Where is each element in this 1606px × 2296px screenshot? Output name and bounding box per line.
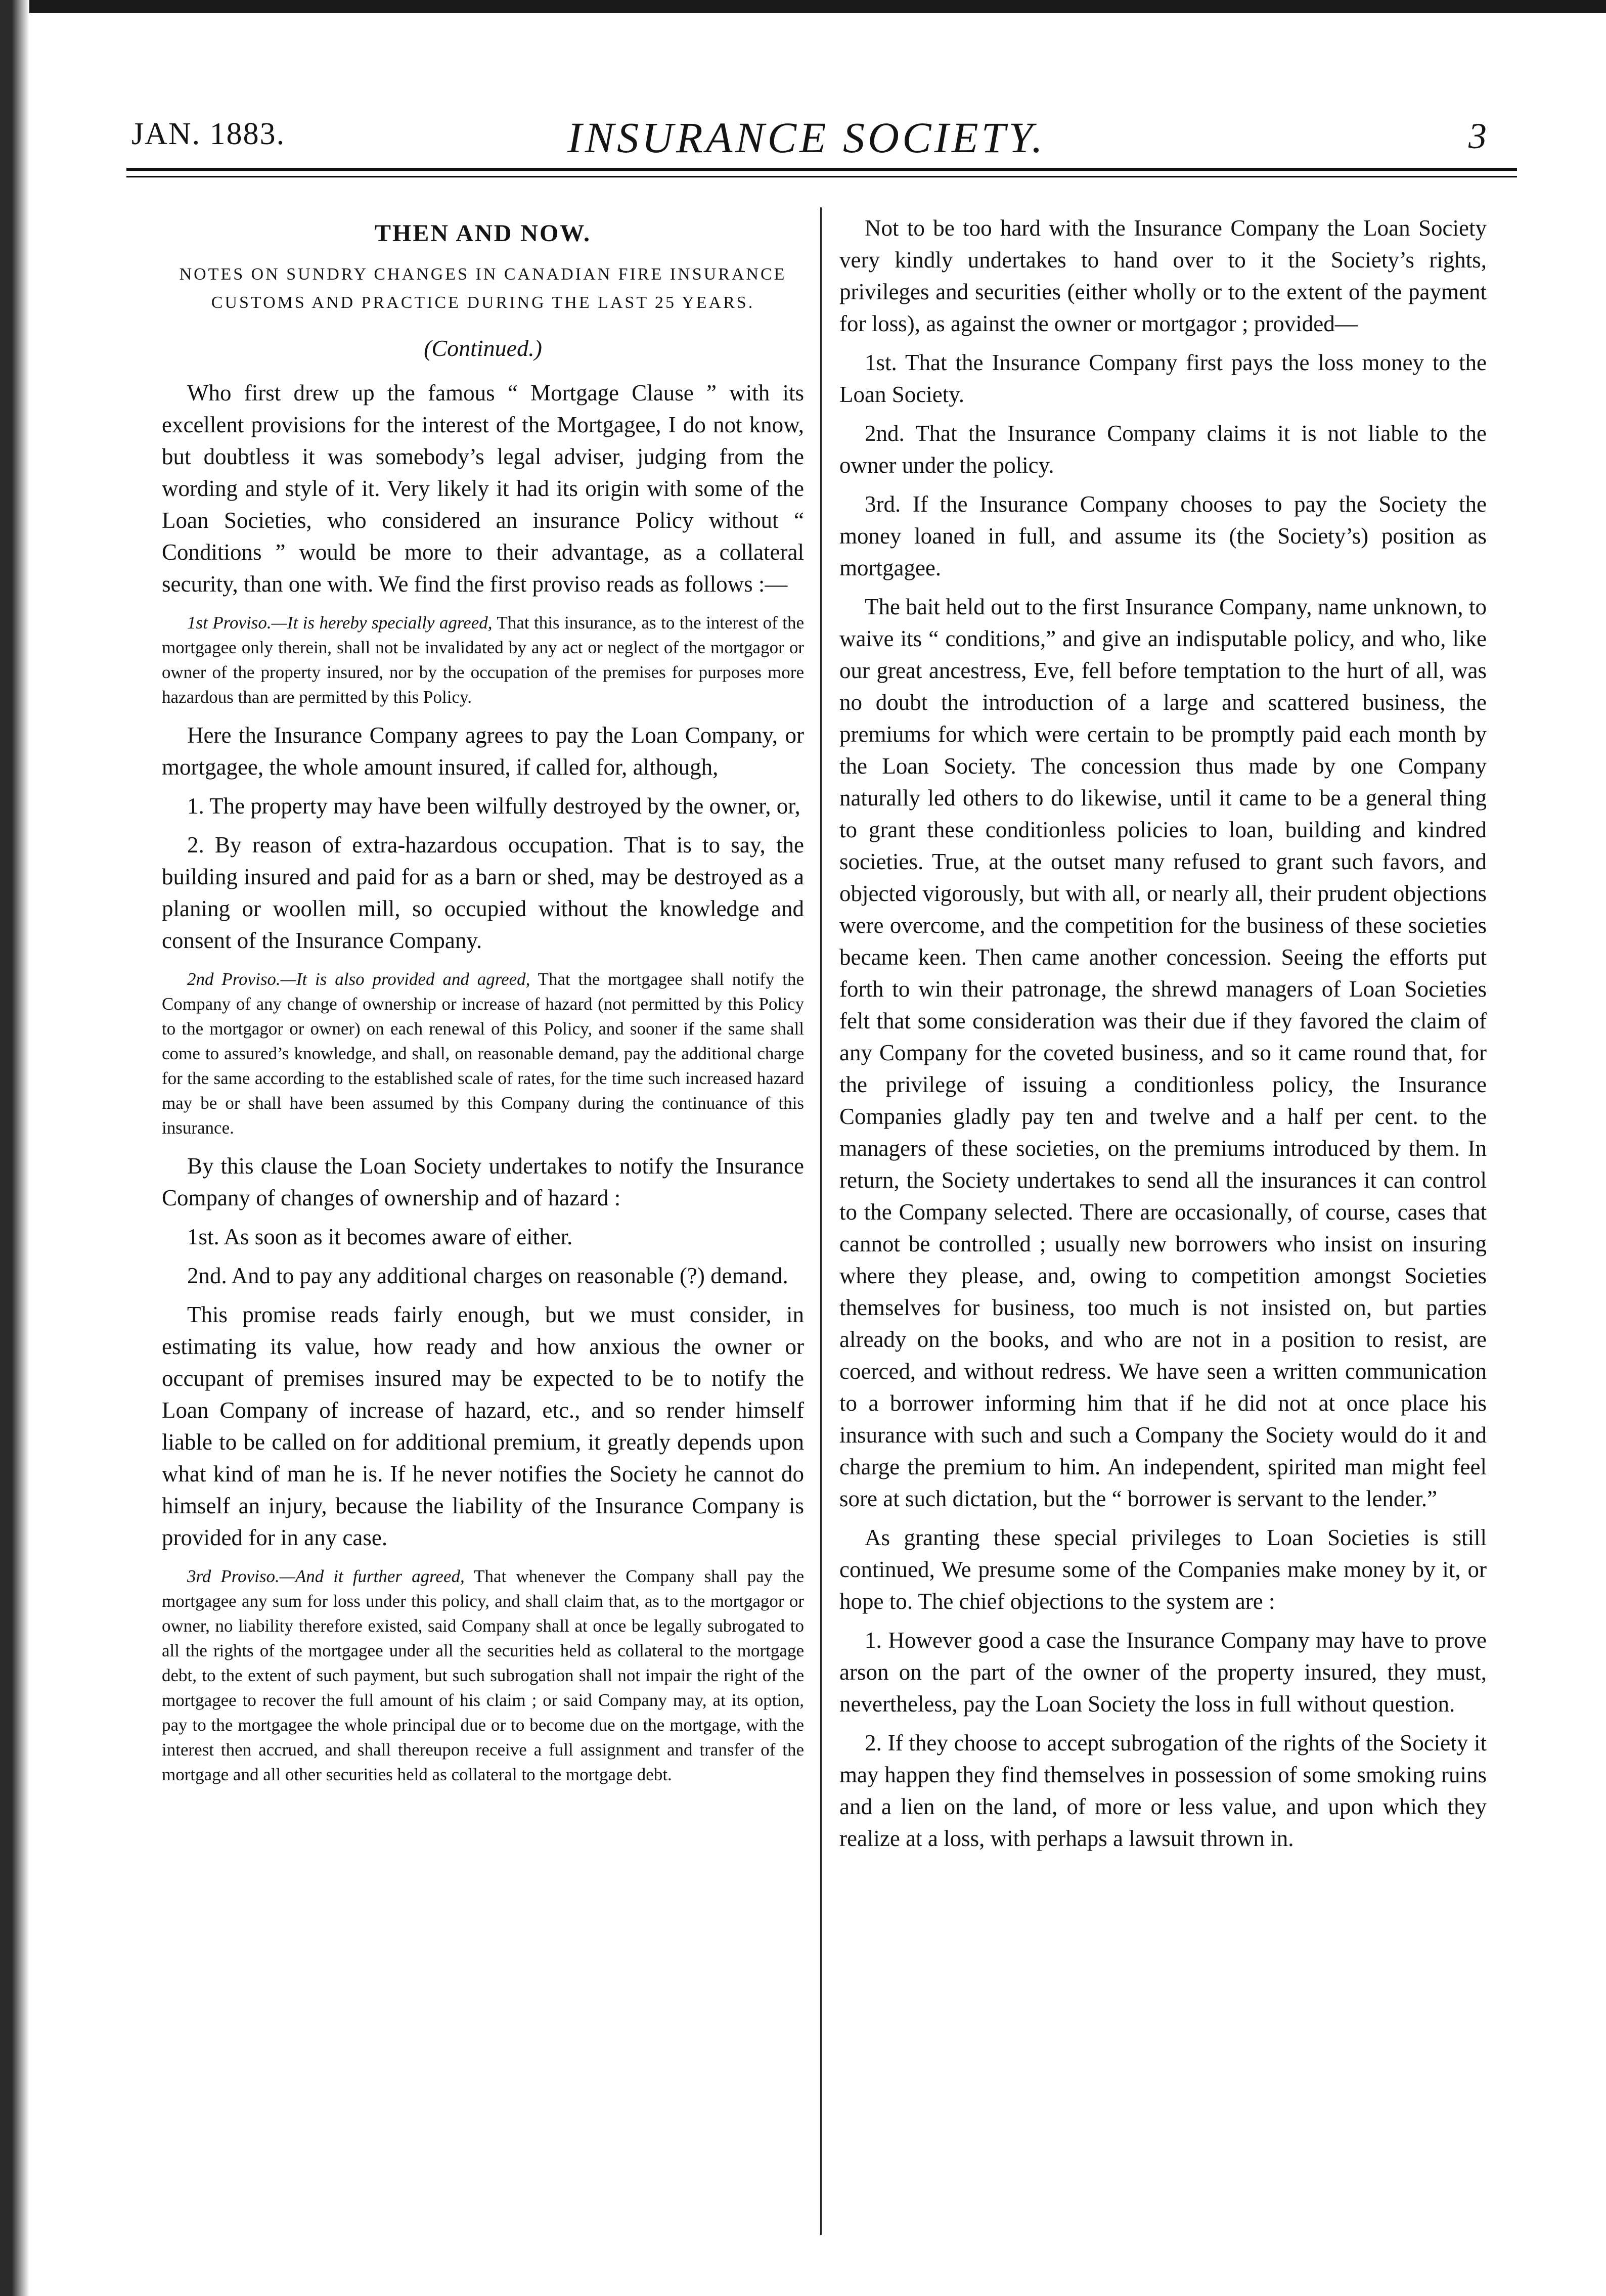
list-item: 2. If they choose to accept subrogation of the rights of the Society it may happen they find themselves in possession of some smoking ruins and a lien on the land, of more or less value, and upon which they realize at a loss, with perhaps a lawsuit thrown in.: [839, 1730, 1487, 1851]
paragraph: Not to be too hard with the Insurance Company the Loan Society very kindly undertakes to hand over to it the Society’s rights, privileges and securities (either wholly or to the extent of the payment for loss), as against the owner or mortgagor ; provided—: [839, 215, 1487, 336]
list-item: 3rd. If the Insurance Company chooses to pay the Society the money loaned in full, and assume its (the Society’s) position as mortgagee.: [839, 491, 1487, 580]
publication-title: INSURANCE SOCIETY.: [567, 113, 1046, 162]
list-item: 2nd. And to pay any additional charges on reasonable (?) demand.: [187, 1263, 788, 1288]
proviso-label: 1st Proviso.—It is hereby specially agreed,: [187, 613, 493, 633]
list-item: 2nd. That the Insurance Company claims it is not liable to the owner under the policy.: [839, 421, 1487, 478]
proviso-label: 2nd Proviso.—It is also provided and agreed,: [187, 969, 530, 989]
header-rule-thick: [126, 168, 1517, 171]
article-subheadline: NOTES ON SUNDRY CHANGES IN CANADIAN FIRE INSURANCE CUSTOMS AND PRACTICE DURING THE LAST 25 YEARS.: [179, 265, 787, 312]
paragraph: By this clause the Loan Society undertakes to notify the Insurance Company of changes of ownership and of hazard :: [162, 1153, 804, 1210]
scan-top-border: [0, 0, 1606, 13]
list-item: 1st. That the Insurance Company first pays the loss money to the Loan Society.: [839, 350, 1487, 407]
header-date: JAN. 1883.: [131, 117, 286, 151]
list-item: 1. The property may have been wilfully destroyed by the owner, or,: [187, 793, 800, 819]
proviso-text: That the mortgagee shall notify the Company of any change of ownership or increase of hazard (not permitted by this Policy to the mortgagor or owner) on each renewal of this Policy, and sooner if the same shall come to assured’s knowledge, and shall, on reasonable demand, pay the additional charge for the same according to the established scale of rates, for the time such increased hazard may be or shall have been assumed by this Company during the continuance of this insurance.: [162, 969, 804, 1138]
right-column: [839, 212, 1487, 2245]
article-headline: THEN AND NOW.: [375, 220, 591, 247]
proviso-label: 3rd Proviso.—And it further agreed,: [187, 1566, 465, 1586]
running-header: [96, 113, 1517, 182]
paragraph: The bait held out to the first Insurance Company, name unknown, to waive its “ conditions,” and give an indisputable policy, and who, like our great ancestress, Eve, fell before temptation to the hurt of all, was no doubt the introduction of a large and scattered business, the premiums for which were certain to be promptly paid each month by the Loan Society. The concession thus made by one Company naturally led others to do likewise, until it came to be a general thing to grant these conditionless policies to loan, building and kindred societies. True, at the outset many refused to grant such favors, and objected vigorously, but with all, or nearly all, their prudent objections were overcome, and the competition for the business of these societies became keen. Then came another concession. Seeing the efforts put forth to win their patronage, the shrewd managers of Loan Societies felt that some consideration was their due if they favored the claim of any Company for the coveted business, and so it came round that, for the privilege of issuing a conditionless policy, the Insurance Companies gladly pay ten and twelve and a half per cent. to the managers of these societies, on the premiums introduced by them. In return, the Society undertakes to send all the insurances it can control to the Company selected. There are occasionally, of course, cases that cannot be controlled ; usually new borrowers who insist on insuring where they please, and, owing to competition amongst Societies themselves for business, too much is not insisted on, but parties already on the books, and who are not in a position to resist, are coerced, and without redress. We have seen a written communication to a borrower informing him that if he did not at once place his insurance with such and such a Company the Society would do it and charge the premium to him. An independent, spirited man might feel sore at such dictation, but the “ borrower is servant to the lender.”: [839, 594, 1487, 1511]
continued-label: (Continued.): [424, 335, 542, 361]
paragraph: Who first drew up the famous “ Mortgage Clause ” with its excellent provisions for the interest of the Mortgagee, I do not know, but doubtless it was somebody’s legal adviser, judging from the wording and style of it. Very likely it had its origin with some of the Loan Societies, who considered an insurance Policy without “ Conditions ” would be more to their advantage, as a collateral security, than one with. We find the first proviso reads as follows :—: [162, 380, 804, 597]
proviso-2: [162, 967, 804, 1140]
header-rule-thin: [126, 176, 1517, 177]
paragraph: This promise reads fairly enough, but we must consider, in estimating its value, how ready and how anxious the owner or occupant of premises insured may be expected to be to notify the Loan Company of increase of hazard, etc., and so render himself liable to be called on for additional premium, it greatly depends upon what kind of man he is. If he never notifies the Society he cannot do himself an injury, because the liability of the Insurance Company is provided for in any case.: [162, 1302, 804, 1550]
scan-left-edge: [0, 0, 29, 2296]
page: [96, 76, 1517, 2250]
list-item: 1. However good a case the Insurance Company may have to prove arson on the part of the owner of the property insured, they must, nevertheless, pay the Loan Society the loss in full without question.: [839, 1628, 1487, 1717]
column-divider: [820, 207, 822, 2235]
list-item: 1st. As soon as it becomes aware of either.: [187, 1224, 573, 1249]
left-column: [162, 212, 804, 2245]
proviso-text: That this insurance, as to the interest of the mortgagee only therein, shall not be invalidated by any act or neglect of the mortgagor or owner of the property insured, nor by the occupation of the premises for purposes more hazardous than are permitted by this Policy.: [162, 613, 804, 707]
proviso-3: [162, 1564, 804, 1787]
list-item: 2. By reason of extra-hazardous occupation. That is to say, the building insured and paid for as a barn or shed, may be destroyed as a planing or woollen mill, so occupied without the knowledge and consent of the Insurance Company.: [162, 832, 804, 953]
page-number: 3: [1468, 116, 1487, 156]
paragraph: As granting these special privileges to Loan Societies is still continued, We presume some of the Companies make money by it, or hope to. The chief objections to the system are :: [839, 1525, 1487, 1614]
proviso-text: That whenever the Company shall pay the mortgagee any sum for loss under this policy, and shall claim that, as to the mortgagor or owner, no liability therefore existed, said Company shall at once be legally subrogated to all the rights of the mortgagee under all the securities held as collateral to the mortgage debt, to the extent of such payment, but such subrogation shall not impair the right of the mortgagee to recover the full amount of his claim ; or said Company may, at its option, pay to the mortgagee the whole principal due or to become due on the mortgage, with the interest then accrued, and shall thereupon receive a full assignment and transfer of the mortgage and all other securities held as collateral to the mortgage debt.: [162, 1566, 804, 1784]
proviso-1: [162, 610, 804, 709]
paragraph: Here the Insurance Company agrees to pay the Loan Company, or mortgagee, the whole amount insured, if called for, although,: [162, 723, 804, 780]
